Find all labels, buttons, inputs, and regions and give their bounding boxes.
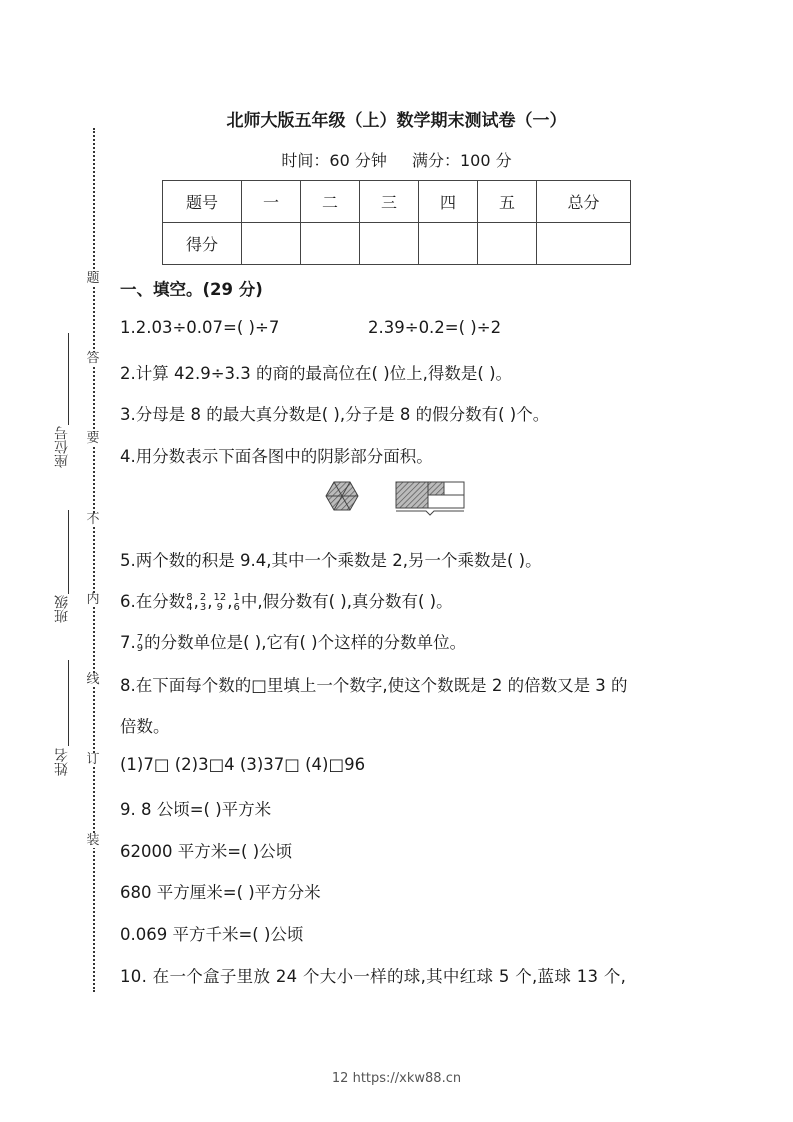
fraction: 12 9 bbox=[213, 591, 227, 613]
score-table-score-row bbox=[163, 223, 631, 265]
score-header-cell: 一 bbox=[242, 181, 301, 223]
question-8-line2: 倍数。 bbox=[120, 717, 170, 736]
question-6: 6.在分数 8 4 , 2 3 , 12 9 , 1 6 中,假分数有( ),真分数有( )。 bbox=[120, 591, 453, 613]
score-cell[interactable] bbox=[419, 223, 478, 265]
fraction: 7 9 bbox=[136, 632, 144, 654]
fraction: 2 3 bbox=[199, 591, 207, 613]
question-5: 5.两个数的积是 9.4,其中一个乘数是 2,另一个乘数是( )。 bbox=[120, 551, 542, 570]
seat-number-blank bbox=[68, 333, 69, 425]
fraction: 8 4 bbox=[186, 591, 193, 613]
binding-char: 答 bbox=[86, 351, 100, 366]
binding-char: 线 bbox=[86, 672, 100, 687]
binding-char: 装 bbox=[86, 833, 100, 848]
question-3: 3.分母是 8 的最大真分数是( ),分子是 8 的假分数有( )个。 bbox=[120, 405, 550, 424]
score-cell[interactable] bbox=[360, 223, 419, 265]
binding-dotted-line bbox=[93, 128, 95, 992]
class-blank bbox=[68, 510, 69, 594]
score-header-cell: 总分 bbox=[537, 181, 631, 223]
binding-char: 题 bbox=[86, 271, 100, 286]
question-1b: 2.39÷0.2=( )÷2 bbox=[368, 318, 502, 337]
rectangle-figure bbox=[396, 482, 464, 515]
score-cell[interactable] bbox=[301, 223, 360, 265]
question-9-4: 0.069 平方千米=( )公顷 bbox=[120, 925, 304, 944]
question-7 bbox=[120, 629, 466, 654]
section-heading: 一、填空。(29 分) bbox=[120, 280, 263, 299]
question-1a: 1.2.03÷0.07=( )÷7 bbox=[120, 318, 280, 337]
score-cell[interactable] bbox=[478, 223, 537, 265]
question-6-suffix: 中,假分数有( ),真分数有( )。 bbox=[240, 592, 453, 611]
question-9-3: 680 平方厘米=( )平方分米 bbox=[120, 883, 321, 902]
exam-info bbox=[0, 148, 793, 171]
question-7-prefix: 7. bbox=[120, 633, 136, 652]
page-footer: 12 https://xkw88.cn bbox=[331, 1071, 462, 1086]
class-label: 班级 bbox=[54, 595, 70, 623]
question-4: 4.用分数表示下面各图中的阴影部分面积。 bbox=[120, 447, 433, 466]
name-blank bbox=[68, 660, 69, 746]
question-10: 10. 在一个盒子里放 24 个大小一样的球,其中红球 5 个,蓝球 13 个, bbox=[120, 967, 627, 986]
name-label: 姓名 bbox=[54, 748, 70, 776]
binding-char: 要 bbox=[86, 431, 100, 446]
binding-char: 内 bbox=[86, 592, 100, 607]
question-2: 2.计算 42.9÷3.3 的商的最高位在( )位上,得数是( )。 bbox=[120, 364, 513, 383]
score-header-cell: 二 bbox=[301, 181, 360, 223]
question-9-2: 62000 平方米=( )公顷 bbox=[120, 842, 293, 861]
binding-char: 不 bbox=[86, 512, 100, 527]
seat-number-label: 座位号 bbox=[54, 426, 70, 468]
score-row-label: 得分 bbox=[163, 223, 242, 265]
score-cell[interactable] bbox=[537, 223, 631, 265]
fraction: 1 6 bbox=[233, 591, 240, 613]
score-header-cell: 五 bbox=[478, 181, 537, 223]
question-8-line1: 8.在下面每个数的□里填上一个数字,使这个数既是 2 的倍数又是 3 的 bbox=[120, 676, 628, 695]
question-9-1: 9. 8 公顷=( )平方米 bbox=[120, 800, 272, 819]
page-title: 北师大版五年级（上）数学期末测试卷（一） bbox=[226, 111, 567, 131]
question-4-figures bbox=[318, 476, 478, 520]
score-table-header-row bbox=[163, 181, 631, 223]
full-score: 满分：100 分 bbox=[411, 151, 512, 170]
question-7-suffix: 的分数单位是( ),它有( )个这样的分数单位。 bbox=[144, 633, 467, 652]
time-limit: 时间：60 分钟 bbox=[281, 151, 387, 170]
binding-char: 订 bbox=[86, 752, 100, 767]
score-table bbox=[162, 180, 631, 265]
question-6-prefix: 6.在分数 bbox=[120, 592, 186, 611]
question-8-items: (1)7□ (2)3□4 (3)37□ (4)□96 bbox=[120, 755, 366, 774]
score-cell[interactable] bbox=[242, 223, 301, 265]
score-header-cell: 三 bbox=[360, 181, 419, 223]
score-header-cell: 四 bbox=[419, 181, 478, 223]
hexagon-figure bbox=[326, 482, 358, 510]
score-header-cell: 题号 bbox=[163, 181, 242, 223]
